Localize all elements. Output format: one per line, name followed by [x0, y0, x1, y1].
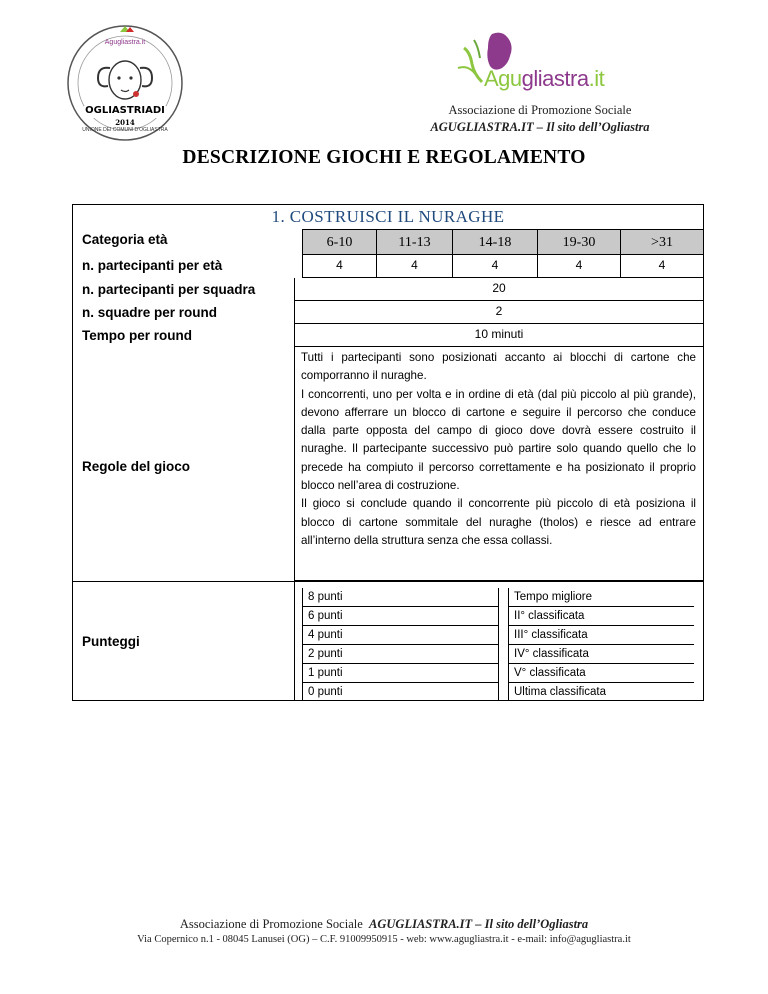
label-age-category: Categoria età: [82, 232, 168, 247]
score-table-mid-border: [498, 588, 499, 701]
logo-text-agu: Agu: [484, 66, 522, 91]
footer-contacts: Via Copernico n.1 - 08045 Lanusei (OG) – C.F. 91009950915 - web: www.agugliastra.it - e-mail: info@agugliastra.it: [137, 934, 631, 945]
participants-per-age-cell: 4: [302, 255, 377, 278]
score-place: III° classificata: [508, 626, 694, 645]
association-header: [395, 102, 685, 136]
association-name: Associazione di Promozione Sociale: [448, 103, 632, 117]
participants-per-age-cell: 4: [452, 255, 538, 278]
logo-ring-text: UNIONE DEI COMUNI D'OGLIASTRA: [82, 127, 168, 133]
label-teams-per-round: n. squadre per round: [82, 305, 218, 320]
score-points: 4 punti: [302, 626, 498, 645]
association-site: AGUGLIASTRA.IT – Il sito dell’Ogliastra: [430, 120, 650, 134]
logo-year: 2014: [115, 118, 135, 127]
footer-assoc-name: Associazione di Promozione Sociale: [179, 917, 363, 931]
age-category-cell: 11-13: [376, 229, 453, 255]
score-place: Tempo migliore: [508, 588, 694, 607]
agugliastra-logo: [456, 28, 616, 98]
score-points: 6 punti: [302, 607, 498, 626]
score-place: II° classificata: [508, 607, 694, 626]
document-title: DESCRIZIONE GIOCHI E REGOLAMENTO: [182, 147, 586, 168]
column-divider: [294, 581, 295, 701]
label-participants-per-team: n. partecipanti per squadra: [82, 282, 256, 297]
ogliastriadi-logo: [66, 24, 184, 142]
row-separator: [72, 581, 704, 582]
game-title: 1. COSTRUISCI IL NURAGHE: [271, 207, 505, 226]
label-participants-per-age: n. partecipanti per età: [82, 258, 223, 273]
score-points: 2 punti: [302, 645, 498, 664]
logo-brand: Agugliastra.it: [104, 39, 146, 46]
game-rules-text: [294, 346, 704, 581]
label-game-rules: Regole del gioco: [82, 459, 191, 474]
rules-paragraph: Il gioco si conclude quando il concorrente più piccolo di età posiziona il blocco di cartone sommitale del nuraghe (tholos) e riesce ad entrare all’interno della struttura senza che essa collassi.: [301, 497, 696, 547]
score-points: 0 punti: [308, 686, 343, 698]
logo-text-gliastra: gliastra: [521, 66, 589, 91]
score-points: 1 punti: [302, 664, 498, 683]
age-category-cell: 19-30: [537, 229, 621, 255]
age-category-cell: >31: [620, 229, 704, 255]
participants-per-age-cell: 4: [376, 255, 453, 278]
rules-paragraph: Tutti i partecipanti sono posizionati accanto ai blocchi di cartone che comporranno il nuraghe.: [301, 351, 696, 383]
teams-per-round-value: 2: [294, 301, 704, 324]
score-place: IV° classificata: [508, 645, 694, 664]
participants-per-team-value: 20: [294, 278, 704, 301]
label-scores: Punteggi: [82, 634, 140, 649]
footer-association: [0, 917, 768, 932]
score-place: V° classificata: [508, 664, 694, 683]
score-place: Ultima classificata: [514, 686, 607, 698]
footer-site: AGUGLIASTRA.IT – Il sito dell’Ogliastra: [369, 917, 589, 931]
age-category-cell: 14-18: [452, 229, 538, 255]
time-per-round-value: 10 minuti: [294, 324, 704, 346]
rules-paragraph: I concorrenti, uno per volta e in ordine di età (dal più piccolo al più grande), devono afferrare un blocco di cartone e seguire il percorso che conduce dalla parte opposta del campo di gioco dove dovrà essere costruito il nuraghe. Il partecipante successivo può partire solo quando quello che lo precede ha compiuto il percorso correttamente e ha posizionato il proprio blocco nell’area di costruzione.: [301, 387, 696, 493]
label-time-per-round: Tempo per round: [82, 328, 192, 343]
logo-text-it: .it: [588, 66, 605, 91]
score-points: 8 punti: [302, 588, 498, 607]
participants-per-age-cell: 4: [537, 255, 621, 278]
age-category-cell: 6-10: [302, 229, 377, 255]
page-footer: [0, 917, 768, 945]
logo-event-name: OGLIASTRIADI: [85, 105, 165, 116]
participants-per-age-cell: 4: [620, 255, 704, 278]
